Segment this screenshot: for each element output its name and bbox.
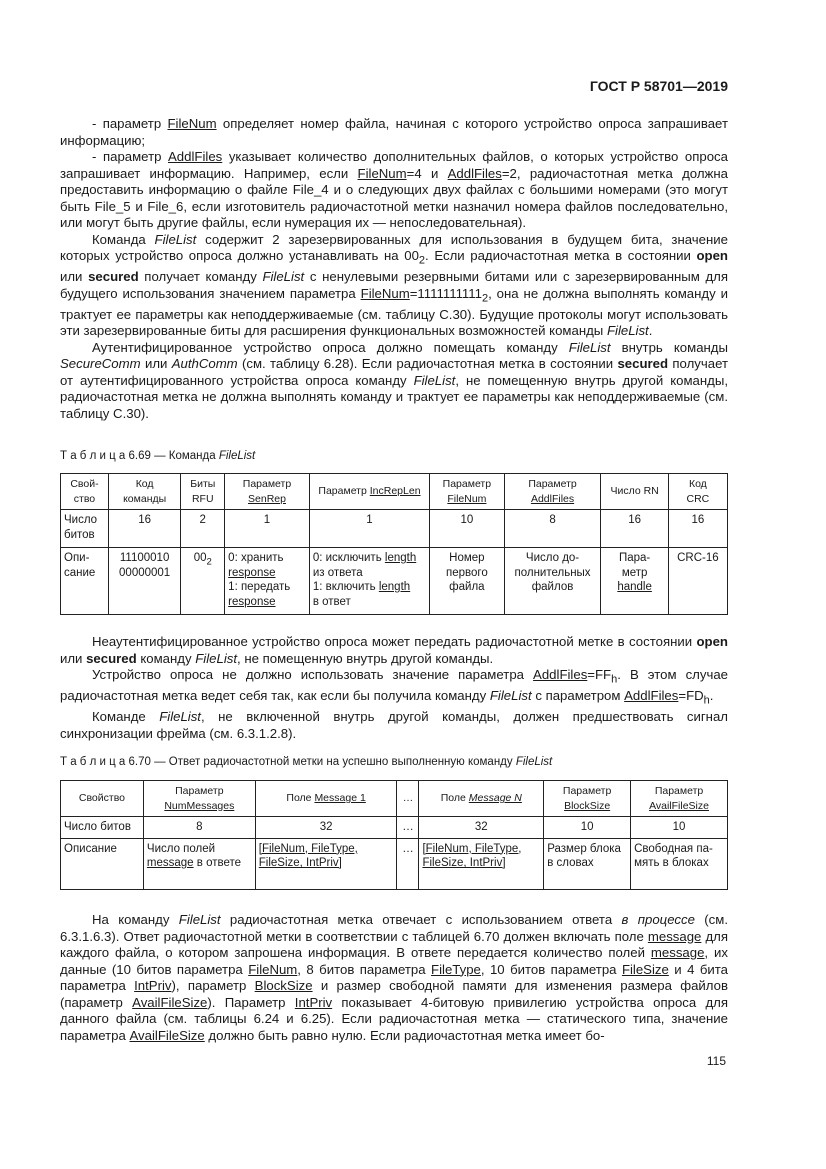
table-cell: 10 (430, 510, 504, 548)
table-6-70 (60, 780, 728, 890)
row-label: Описание (61, 838, 144, 889)
table-cell: $00_2$ (181, 548, 225, 615)
table-header-row (61, 474, 728, 510)
table-cell: Свободная па- мять в блоках (631, 838, 728, 889)
paragraph-unauthenticated: Неаутентифицированное устройство опроса может передать радиочастотной метке в состоянии open или secured команду FileList, не помещенную внутрь другой команды. (60, 634, 728, 666)
table-cell: Размер блока в словах (544, 838, 631, 889)
paragraph-ffh: Устройство опроса не должно использовать значение параметра $AddlFiles=FF_h$. В этом случае радиочастотная метка ведет себя так, как если бы получила команду FileList с параметром $AddlFiles=FD_h$. (60, 667, 728, 707)
row-label: Опи- сание (61, 548, 109, 615)
table-caption-6-69: Т а б л и ц а 6.69 — Команда FileList (60, 450, 256, 462)
table-row-description (61, 548, 728, 615)
table-cell: 1 (225, 510, 310, 548)
table-cell: 2 (181, 510, 225, 548)
header-cell: Поле Message N (419, 781, 544, 817)
table-cell: CRC-16 (668, 548, 727, 615)
table-cell: 8 (504, 510, 601, 548)
table-cell: 10 (631, 817, 728, 839)
table-cell: 10 (544, 817, 631, 839)
table-cell: … (397, 838, 419, 889)
table-cell: 16 (108, 510, 180, 548)
paragraph-reserved-bits: Команда FileList содержит 2 зарезервированных для использования в будущем бита, значение которых устройство опроса должно устанавливать на $00_2$. Если радиочастотная метка в состоянии open или secured получает команду FileList с ненулевыми резервными битами или с зарезервированным для будущего использования значением параметра $FileNum=1111111111_2$, она не должна выполнять команду и трактует ее параметры как неподдерживаемые (см. таблицу С.30). Будущие протоколы могут использовать эти зарезервированные биты для расширения функциональных возможностей команды FileList. (60, 231, 729, 339)
paragraph-authenticated: Аутентифицированное устройство опроса должно помещать команду FileList внутрь команды SecureComm или AuthComm (см. таблицу 6.28). Если радиочастотная метка в состоянии secured получает от аутентифицированного устройства опроса команду FileList, не помещенную внутрь другой команды, радиочастотная метка не должна выполнять команду и трактует ее параметры как неподдерживаемые (см. таблицу С.30). (60, 339, 728, 421)
table-6-69 (60, 473, 728, 615)
header-cell: Код команды (108, 474, 180, 510)
table-cell: [FileNum, FileType, FileSize, IntPriv] (255, 838, 397, 889)
header-cell: Параметр AvailFileSize (631, 781, 728, 817)
row-label: Число битов (61, 510, 109, 548)
header-cell: Поле Message 1 (255, 781, 397, 817)
header-cell: Число RN (601, 474, 668, 510)
table-cell: 1 (309, 510, 429, 548)
table-cell: … (397, 817, 419, 839)
table-cell: 11100010 00000001 (108, 548, 180, 615)
bullet-filenum: - параметр FileNum определяет номер файла, начиная с которого устройство опроса запрашивает информацию; (60, 116, 728, 148)
table-cell: 16 (668, 510, 727, 548)
table-cell: 8 (143, 817, 255, 839)
header-cell: Параметр SenRep (225, 474, 310, 510)
row-label: Число битов (61, 817, 144, 839)
table-cell: 0: хранить response 1: передать response (225, 548, 310, 615)
paragraph-response: На команду FileList радиочастотная метка отвечает с использованием ответа в процессе (см. 6.3.1.6.3). Ответ радиочастотной метки в соответствии с таблицей 6.70 должен включать поле message для каждого файла, о котором запрошена информация. В ответе передается количество полей message, их данные (10 битов параметра FileNum, 8 битов параметра FileType, 10 битов параметра FileSize и 4 бита параметра IntPriv), параметр BlockSize и размер свободной памяти для изменения размера файлов (параметр AvailFileSize). Параметр IntPriv показывает 4-битовую привилегию устройства опроса для данного файла (см. таблицы 6.24 и 6.25). Если радиочастотная метка — статического типа, значение параметра AvailFileSize должно быть равно нулю. Если радиочастотная метка имеет бо- (60, 912, 729, 1043)
table-row-bits (61, 510, 728, 548)
table-cell: [FileNum, FileType, FileSize, IntPriv] (419, 838, 544, 889)
table-cell: Пара- метр handle (601, 548, 668, 615)
table-cell: 32 (419, 817, 544, 839)
header-cell: Параметр BlockSize (544, 781, 631, 817)
bullet-addlfiles: - параметр AddlFiles указывает количество дополнительных файлов, о которых устройство опроса запрашивает информацию. Например, если FileNum=4 и AddlFiles=2, радиочастотная метка должна предоставить информацию о файле File_4 и о следующих двух файлах с большими номерами (это могут быть File_5 и File_6, если изготовитель радиочастотной метки назначил номера файлов последовательно, или могут быть другие файлы, если нумерация их — непоследовательная). (60, 149, 728, 230)
header-cell: Свойство (61, 781, 144, 817)
table-cell: Число полей message в ответе (143, 838, 255, 889)
table-row-description (61, 838, 728, 889)
table-row-bits (61, 817, 728, 839)
header-cell: Код CRC (668, 474, 727, 510)
body-text-middle (60, 634, 728, 742)
table-cell: 0: исключить length из ответа 1: включить length в ответ (309, 548, 429, 615)
table-cell: 32 (255, 817, 397, 839)
header-cell: Параметр NumMessages (143, 781, 255, 817)
header-cell: Параметр AddlFiles (504, 474, 601, 510)
document-header: ГОСТ Р 58701—2019 (589, 78, 728, 94)
table-header-row (61, 781, 728, 817)
header-cell: Биты RFU (181, 474, 225, 510)
table-cell: Число до- полнительных файлов (504, 548, 601, 615)
header-cell: Свой- ство (61, 474, 109, 510)
page-number: 115 (706, 1054, 726, 1068)
body-text-bottom (60, 912, 728, 1044)
paragraph-frame-sync: Команде FileList, не включенной внутрь другой команды, должен предшествовать сигнал синхронизации фрейма (см. 6.3.1.2.8). (60, 709, 728, 741)
header-cell: … (397, 781, 419, 817)
table-cell: 16 (601, 510, 668, 548)
header-cell: Параметр IncRepLen (309, 474, 429, 510)
table-cell: Номер первого файла (430, 548, 504, 615)
table-caption-6-70: Т а б л и ц а 6.70 — Ответ радиочастотной метки на успешно выполненную команду FileList (60, 756, 553, 768)
body-text-top (60, 116, 728, 422)
header-cell: Параметр FileNum (430, 474, 504, 510)
